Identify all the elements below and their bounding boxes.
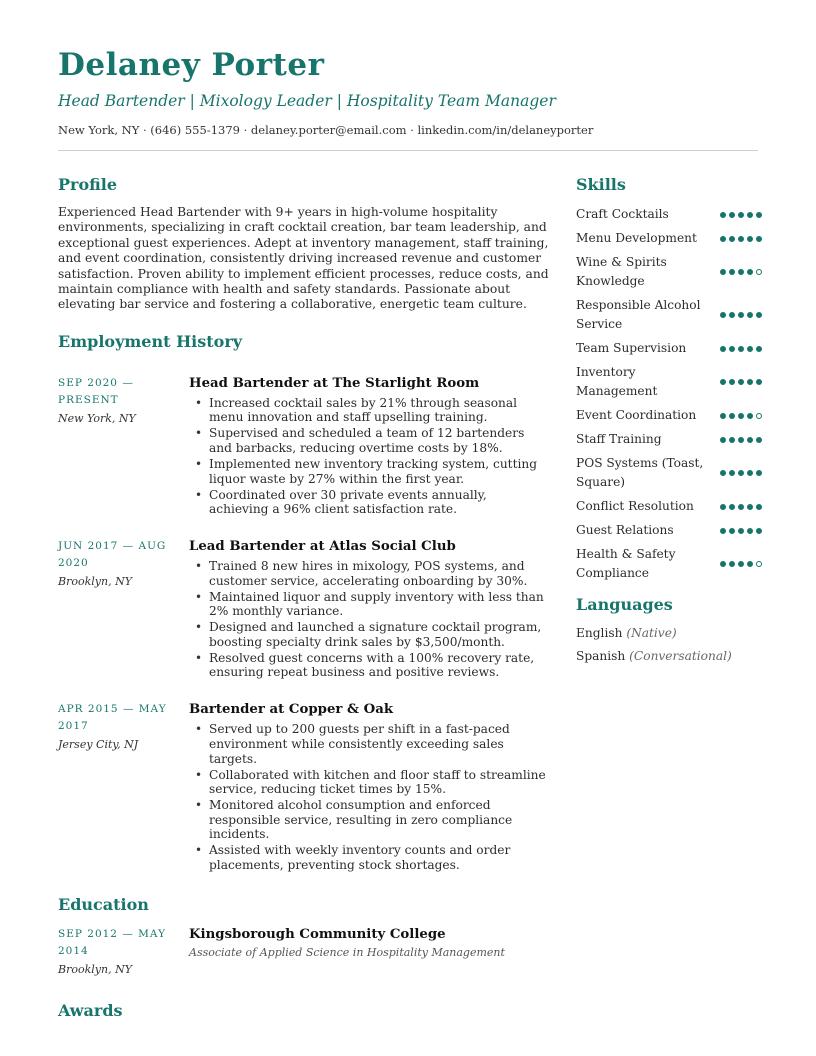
language-level: (Native) [626,626,677,640]
filled-dot-icon [747,413,753,419]
filled-dot-icon [747,212,753,218]
skill-rating [720,236,762,242]
skill-rating [720,269,762,275]
filled-dot-icon [738,528,744,534]
job-bullet: • Designed and launched a signature cocktail program, boosting specialty drink sales by $3,500/month. [189,620,550,649]
job-title: Bartender at Copper & Oak [189,702,394,718]
job-meta [58,538,189,681]
filled-dot-icon [756,212,762,218]
filled-dot-icon [720,504,726,510]
skill-rating [720,379,762,385]
filled-dot-icon [720,437,726,443]
skill-name: Craft Cocktails [576,207,669,221]
filled-dot-icon [720,528,726,534]
job-location: New York, NY [58,411,136,425]
filled-dot-icon [720,413,726,419]
filled-dot-icon [747,346,753,352]
job-bullet: • Trained 8 new hires in mixology, POS systems, and customer service, accelerating onboarding by 30%. [189,559,550,588]
education-dates: SEP 2012 — MAY 2014 [58,927,166,957]
school-name: Kingsborough Community College [189,926,446,942]
job-meta [58,701,189,874]
skill-row [576,454,762,492]
job-dates: SEP 2020 — PRESENT [58,376,134,406]
skill-name: Health & Safety Compliance [576,547,676,580]
filled-dot-icon [729,312,735,318]
filled-dot-icon [720,269,726,275]
filled-dot-icon [738,212,744,218]
filled-dot-icon [756,528,762,534]
filled-dot-icon [729,346,735,352]
skill-rating [720,504,762,510]
job-dates: APR 2015 — MAY 2017 [58,703,167,733]
employment-list [58,375,550,874]
filled-dot-icon [756,437,762,443]
job-title: Head Bartender at The Starlight Room [189,375,480,391]
skill-name: Staff Training [576,432,662,446]
filled-dot-icon [747,470,753,476]
job-details [189,701,550,874]
skill-rating [720,561,762,567]
filled-dot-icon [747,379,753,385]
job-bullets [189,722,550,872]
language-item [576,622,762,645]
sidebar-column [576,174,762,668]
resume-header [58,46,758,138]
filled-dot-icon [720,212,726,218]
candidate-name: Delaney Porter [58,47,325,83]
language-name: Spanish [576,649,626,663]
filled-dot-icon [720,236,726,242]
filled-dot-icon [738,312,744,318]
job-location: Jersey City, NJ [58,738,139,752]
languages-heading: Languages [576,595,673,614]
job-title: Lead Bartender at Atlas Social Club [189,539,456,555]
candidate-tagline: Head Bartender | Mixology Leader | Hospitality Team Manager [58,92,556,110]
main-column [58,174,550,1022]
job-bullet: • Resolved guest concerns with a 100% recovery rate, ensuring repeat business and positive reviews. [189,651,550,680]
skill-rating [720,437,762,443]
filled-dot-icon [747,561,753,567]
filled-dot-icon [720,561,726,567]
skill-row [576,521,762,540]
filled-dot-icon [738,437,744,443]
skill-row [576,296,762,334]
empty-dot-icon [756,561,762,567]
skill-rating [720,212,762,218]
employment-heading: Employment History [58,331,243,351]
job-bullets [189,559,550,680]
job-bullet: • Monitored alcohol consumption and enforced responsible service, resulting in zero compliance incidents. [189,798,550,842]
skill-row [576,497,762,516]
education-location: Brooklyn, NY [58,962,132,976]
job-bullet: • Maintained liquor and supply inventory with less than 2% monthly variance. [189,590,550,619]
empty-dot-icon [756,269,762,275]
skill-row [576,406,762,425]
filled-dot-icon [729,379,735,385]
job-entry [58,375,550,518]
education-heading: Education [58,894,149,914]
skill-row [576,545,762,583]
filled-dot-icon [729,236,735,242]
skill-name: Guest Relations [576,523,674,537]
skill-row [576,205,762,224]
skill-row [576,229,762,248]
filled-dot-icon [747,236,753,242]
filled-dot-icon [747,269,753,275]
filled-dot-icon [729,470,735,476]
contact-line: New York, NY · (646) 555-1379 · delaney.porter@email.com · linkedin.com/in/delaneyporter [58,123,594,137]
job-meta [58,375,189,518]
filled-dot-icon [729,437,735,443]
empty-dot-icon [756,413,762,419]
skill-rating [720,312,762,318]
job-bullet: • Implemented new inventory tracking system, cutting liquor waste by 27% within the first year. [189,457,550,486]
filled-dot-icon [738,470,744,476]
skills-heading: Skills [576,175,626,194]
filled-dot-icon [738,561,744,567]
profile-summary: Experienced Head Bartender with 9+ years in high-volume hospitality environments, specializing in craft cocktail creation, bar team leadership, and exceptional guest experiences. Adept at inventory management, staff training, and event coordination, consistently driving increased revenue and customer satisfaction. Proven ability to implement efficient processes, reduce costs, and maintain compliance with health and safety standards. Passionate about elevating bar service and fostering a collaborative, energetic team culture. [58,205,549,312]
filled-dot-icon [756,470,762,476]
filled-dot-icon [738,379,744,385]
skill-name: POS Systems (Toast, Square) [576,456,704,489]
filled-dot-icon [756,236,762,242]
job-bullets [189,396,550,517]
skill-name: Conflict Resolution [576,499,694,513]
job-bullet: • Collaborated with kitchen and floor staff to streamline service, reducing ticket times by 15%. [189,768,550,797]
job-bullet: • Increased cocktail sales by 21% through seasonal menu innovation and staff upselling training. [189,396,550,425]
filled-dot-icon [720,379,726,385]
job-location: Brooklyn, NY [58,575,132,589]
filled-dot-icon [738,346,744,352]
education-meta [58,926,189,978]
filled-dot-icon [738,504,744,510]
awards-heading: Awards [58,1000,123,1020]
job-details [189,538,550,681]
language-level: (Conversational) [629,649,732,663]
skill-row [576,253,762,291]
filled-dot-icon [756,379,762,385]
job-dates: JUN 2017 — AUG 2020 [58,540,167,570]
filled-dot-icon [729,528,735,534]
header-divider [58,150,758,151]
language-name: English [576,626,623,640]
skill-row [576,363,762,401]
filled-dot-icon [729,504,735,510]
filled-dot-icon [729,561,735,567]
skill-name: Wine & Spirits Knowledge [576,255,667,288]
education-entry [58,926,550,978]
skill-name: Menu Development [576,231,697,245]
filled-dot-icon [720,470,726,476]
filled-dot-icon [738,269,744,275]
skill-row [576,430,762,449]
education-list [58,926,550,978]
profile-heading: Profile [58,175,118,194]
filled-dot-icon [729,212,735,218]
skill-name: Inventory Management [576,365,658,398]
skill-rating [720,346,762,352]
filled-dot-icon [747,504,753,510]
job-bullet: • Coordinated over 30 private events annually, achieving a 96% client satisfaction rate. [189,488,550,517]
language-item [576,645,762,668]
filled-dot-icon [747,528,753,534]
job-bullet: • Supervised and scheduled a team of 12 bartenders and barbacks, reducing overtime costs by 18%. [189,426,550,455]
skill-row [576,339,762,358]
job-bullet: • Assisted with weekly inventory counts and order placements, preventing stock shortages. [189,843,550,872]
filled-dot-icon [729,413,735,419]
skill-name: Team Supervision [576,341,687,355]
job-entry [58,701,550,874]
skill-rating [720,413,762,419]
filled-dot-icon [756,346,762,352]
job-bullet: • Served up to 200 guests per shift in a fast-paced environment while consistently exceeding sales targets. [189,722,550,766]
filled-dot-icon [738,413,744,419]
filled-dot-icon [720,346,726,352]
skill-rating [720,470,762,476]
filled-dot-icon [747,312,753,318]
skill-name: Responsible Alcohol Service [576,298,701,331]
job-details [189,375,550,518]
filled-dot-icon [747,437,753,443]
filled-dot-icon [756,504,762,510]
skill-rating [720,528,762,534]
education-details [189,926,550,978]
skill-name: Event Coordination [576,408,697,422]
degree-name: Associate of Applied Science in Hospitality Management [189,945,505,959]
job-entry [58,538,550,681]
filled-dot-icon [738,236,744,242]
filled-dot-icon [756,312,762,318]
languages-list [576,622,762,668]
filled-dot-icon [720,312,726,318]
skills-list [576,205,762,583]
filled-dot-icon [729,269,735,275]
